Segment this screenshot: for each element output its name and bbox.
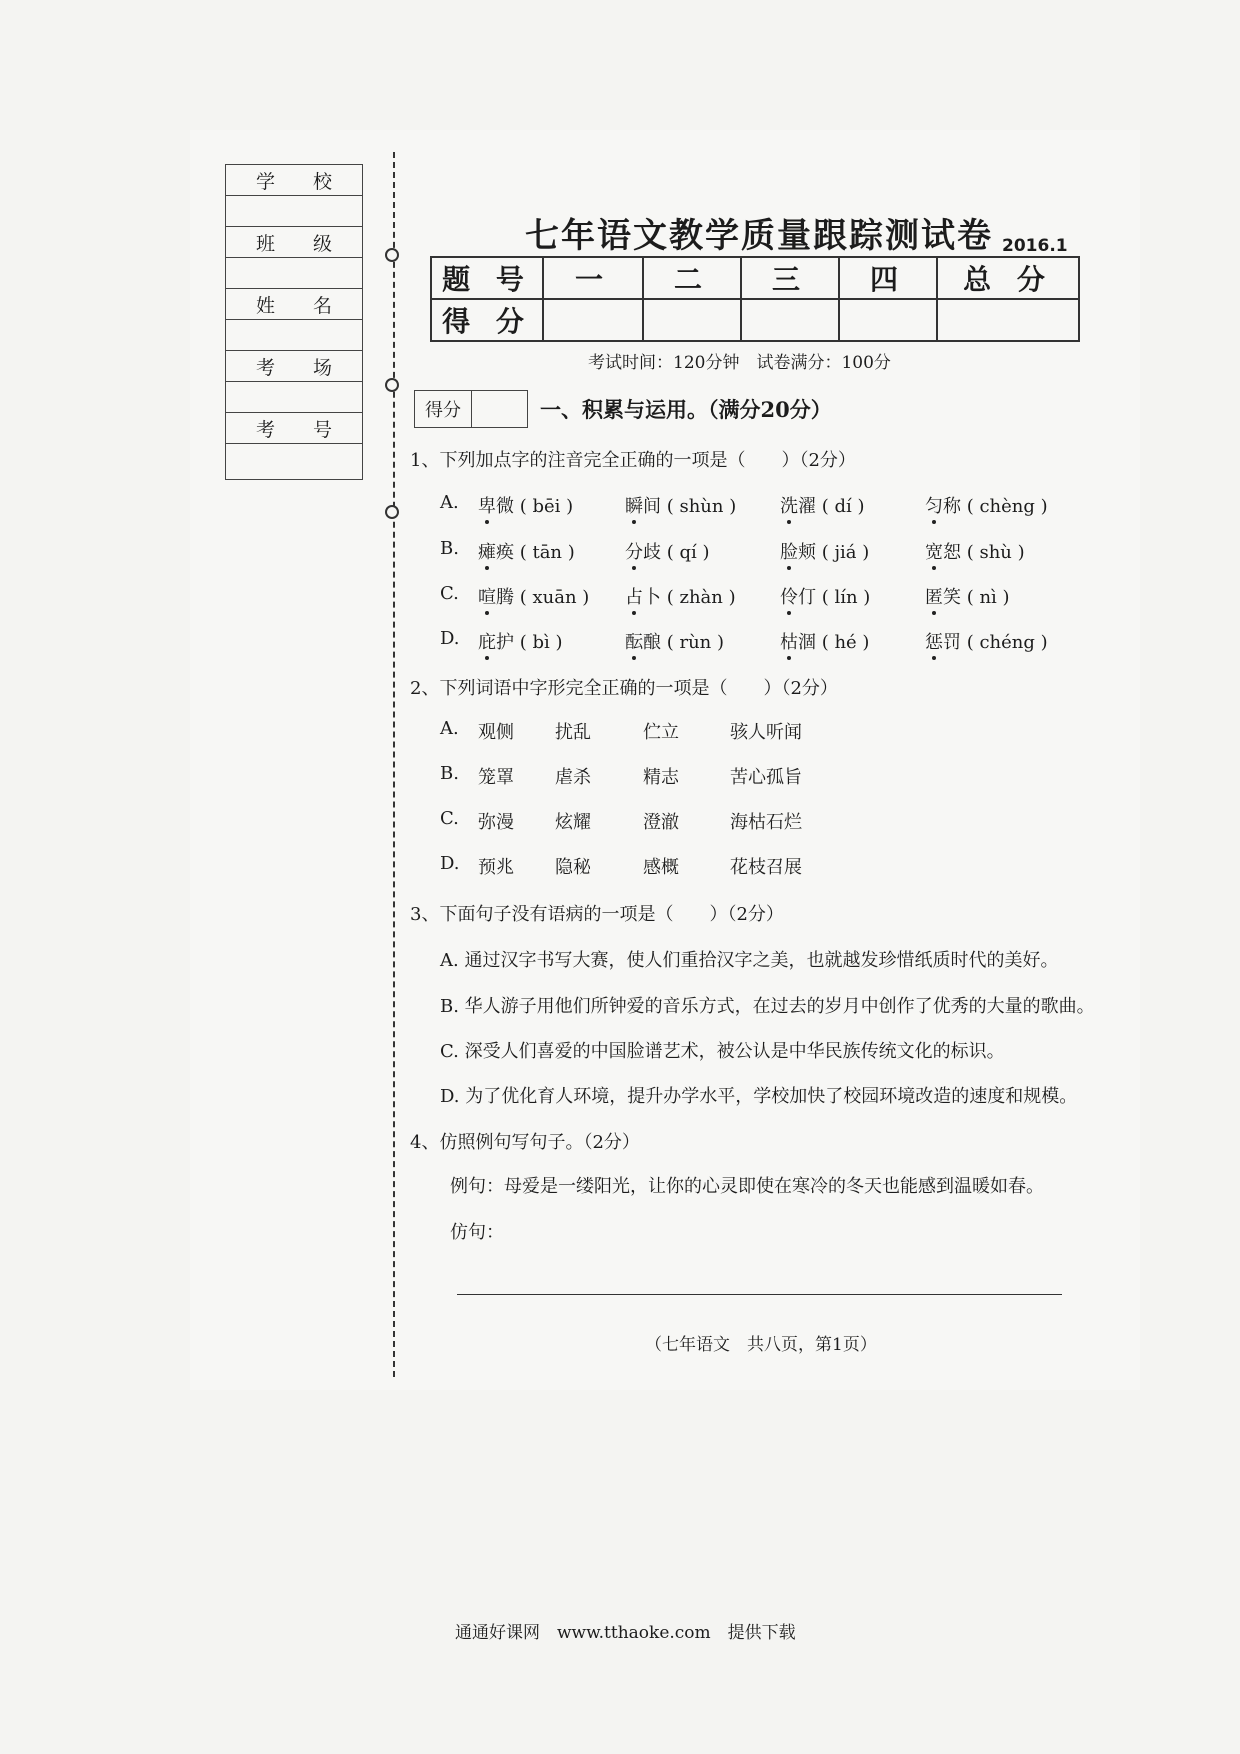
download-credit: 通通好课网 www.tthaoke.com 提供下载 [455,1623,796,1643]
binding-hole-icon [385,248,399,262]
score-cell[interactable] [741,299,839,341]
question-2-option-word: 隐秘 [555,857,591,878]
section-score-box [414,390,528,428]
score-cell[interactable] [643,299,741,341]
question-2-option-letter[interactable]: A. [440,718,459,739]
score-header-cell: 二 [643,257,741,299]
plain-char: 酿 [643,632,661,653]
section-score-label: 得分 [415,391,472,427]
question-1-option-letter[interactable]: C. [440,583,459,604]
pinyin: ( hé ) [816,632,870,653]
score-cell[interactable] [937,299,1079,341]
info-row-room [226,351,362,382]
pinyin: ( jiá ) [816,542,870,563]
pinyin: ( chéng ) [961,632,1048,653]
question-1-option-item [780,492,865,518]
info-label-char: 班 [256,232,276,255]
question-2-option-word: 弥漫 [478,812,514,833]
dotted-char: 卑 [478,496,496,517]
plain-char: 笑 [943,587,961,608]
score-cell[interactable] [839,299,937,341]
exam-info: 考试时间：120分钟 试卷满分：100分 [588,353,891,373]
question-4-example: 例句：母爱是一缕阳光，让你的心灵即使在寒冷的冬天也能感到温暖如春。 [450,1176,1044,1197]
question-1-option-item [780,628,869,654]
score-header-cell: 一 [543,257,643,299]
plain-char: 护 [496,632,514,653]
question-1-option-item [478,628,563,654]
info-field-number[interactable] [226,444,362,475]
score-header-cell: 总 分 [937,257,1079,299]
info-field-room[interactable] [226,382,362,413]
question-2-option-word: 感概 [643,857,679,878]
dotted-char: 脸 [780,542,798,563]
score-table-score-row [431,299,1079,341]
plain-char: 恕 [943,542,961,563]
student-info-box [225,164,363,480]
plain-char: 微 [496,496,514,517]
pinyin: ( dí ) [816,496,865,517]
dotted-char: 酝 [625,632,643,653]
question-1-option-item [780,583,870,609]
pinyin: ( bēi ) [514,496,574,517]
question-2-option-word: 观侧 [478,722,514,743]
dotted-char: 分 [625,542,643,563]
info-label-char: 姓 [256,294,276,317]
question-1-option-item [478,538,575,564]
question-1-stem: 1、下列加点字的注音完全正确的一项是（ ）（2分） [410,450,856,471]
info-label-char: 考 [256,418,276,441]
section-title: 一、积累与运用。（满分20分） [540,397,832,422]
score-table-header-row [431,257,1079,299]
info-field-class[interactable] [226,258,362,289]
pinyin: ( tān ) [514,542,575,563]
pinyin: ( chèng ) [961,496,1048,517]
dotted-char: 惩 [925,632,943,653]
info-row-class [226,227,362,258]
question-2-option-word: 扰乱 [555,722,591,743]
question-2-option-word: 澄澈 [643,812,679,833]
pinyin: ( shù ) [961,542,1025,563]
plain-char: 歧 [643,542,661,563]
plain-char: 痪 [496,542,514,563]
plain-char: 间 [643,496,661,517]
question-4-stem: 4、仿照例句写句子。（2分） [410,1132,640,1153]
section-score-field[interactable] [472,391,527,427]
question-2-option-word: 虐杀 [555,767,591,788]
plain-char: 仃 [798,587,816,608]
question-2-option-word: 伫立 [643,722,679,743]
exam-date: 2016.1 [1002,236,1068,256]
plain-char: 颊 [798,542,816,563]
info-row-name [226,289,362,320]
pinyin: ( bì ) [514,632,563,653]
question-1-option-item [625,492,736,518]
score-table [430,256,1080,342]
info-field-name[interactable] [226,320,362,351]
question-2-option-word: 预兆 [478,857,514,878]
dotted-char: 宽 [925,542,943,563]
pinyin: ( nì ) [961,587,1010,608]
question-3-option-a[interactable]: A. 通过汉字书写大赛，使人们重拾汉字之美，也就越发珍惜纸质时代的美好。 [440,950,1059,971]
info-row-number [226,413,362,444]
question-1-option-item [925,492,1048,518]
dotted-char: 瘫 [478,542,496,563]
question-2-option-letter[interactable]: D. [440,853,460,874]
question-2-option-word: 笼罩 [478,767,514,788]
score-header-cell: 三 [741,257,839,299]
question-1-option-item [780,538,869,564]
question-1-option-item [478,492,573,518]
question-2-option-letter[interactable]: C. [440,808,459,829]
dotted-char: 瞬 [625,496,643,517]
info-label-char: 校 [312,170,332,193]
dotted-char: 庇 [478,632,496,653]
info-label-char: 级 [312,232,332,255]
plain-char: 罚 [943,632,961,653]
plain-char: 濯 [798,496,816,517]
question-2-option-letter[interactable]: B. [440,763,459,784]
question-2-stem: 2、下列词语中字形完全正确的一项是（ ）（2分） [410,678,838,699]
question-3-option-b[interactable]: B. 华人游子用他们所钟爱的音乐方式，在过去的岁月中创作了优秀的大量的歌曲。 [440,996,1095,1017]
dotted-char: 枯 [780,632,798,653]
question-3-option-d[interactable]: D. 为了优化育人环境，提升办学水平，学校加快了校园环境改造的速度和规模。 [440,1086,1078,1107]
info-label-char: 学 [256,170,276,193]
pinyin: ( rùn ) [661,632,724,653]
score-header-cell: 题 号 [431,257,543,299]
question-1-option-item [625,583,736,609]
exam-title: 七年语文教学质量跟踪测试卷 [525,216,993,256]
question-3-stem: 3、下面句子没有语病的一项是（ ）（2分） [410,904,784,925]
pinyin: ( xuān ) [514,587,590,608]
question-1-option-item [625,538,710,564]
question-1-option-item [625,628,724,654]
dotted-char: 匀 [925,496,943,517]
binding-hole-icon [385,505,399,519]
question-4-imitate-label: 仿句： [450,1222,504,1243]
question-1-option-letter[interactable]: A. [440,492,459,513]
info-label-char: 场 [312,356,332,379]
dotted-char: 喧 [478,587,496,608]
dotted-char: 伶 [780,587,798,608]
dotted-char: 匿 [925,587,943,608]
page-footer: （七年语文 共八页，第1页） [645,1335,877,1355]
pinyin: ( shùn ) [661,496,737,517]
question-1-option-letter[interactable]: D. [440,628,460,649]
question-2-option-word: 海枯石烂 [730,812,802,833]
question-2-option-word: 精志 [643,767,679,788]
question-1-option-item [925,583,1010,609]
binding-hole-icon [385,378,399,392]
answer-line[interactable] [457,1294,1062,1295]
question-2-option-word: 苦心孤旨 [730,767,802,788]
dotted-char: 洗 [780,496,798,517]
plain-char: 卜 [643,587,661,608]
binding-dashed-line [393,152,395,1377]
plain-char: 腾 [496,587,514,608]
info-label-char: 号 [312,418,332,441]
dotted-char: 占 [625,587,643,608]
info-label-char: 考 [256,356,276,379]
score-row-label: 得 分 [431,299,543,341]
pinyin: ( qí ) [661,542,710,563]
score-header-cell: 四 [839,257,937,299]
question-1-option-item [925,628,1048,654]
info-field-school[interactable] [226,196,362,227]
pinyin: ( lín ) [816,587,871,608]
question-2-option-word: 炫耀 [555,812,591,833]
question-2-option-word: 花枝召展 [730,857,802,878]
info-label-char: 名 [312,294,332,317]
question-1-option-letter[interactable]: B. [440,538,459,559]
question-2-option-word: 骇人听闻 [730,722,802,743]
question-1-option-item [925,538,1025,564]
plain-char: 涸 [798,632,816,653]
info-row-school [226,165,362,196]
question-3-option-c[interactable]: C. 深受人们喜爱的中国脸谱艺术，被公认是中华民族传统文化的标识。 [440,1041,1005,1062]
pinyin: ( zhàn ) [661,587,736,608]
question-1-option-item [478,583,589,609]
score-cell[interactable] [543,299,643,341]
plain-char: 称 [943,496,961,517]
